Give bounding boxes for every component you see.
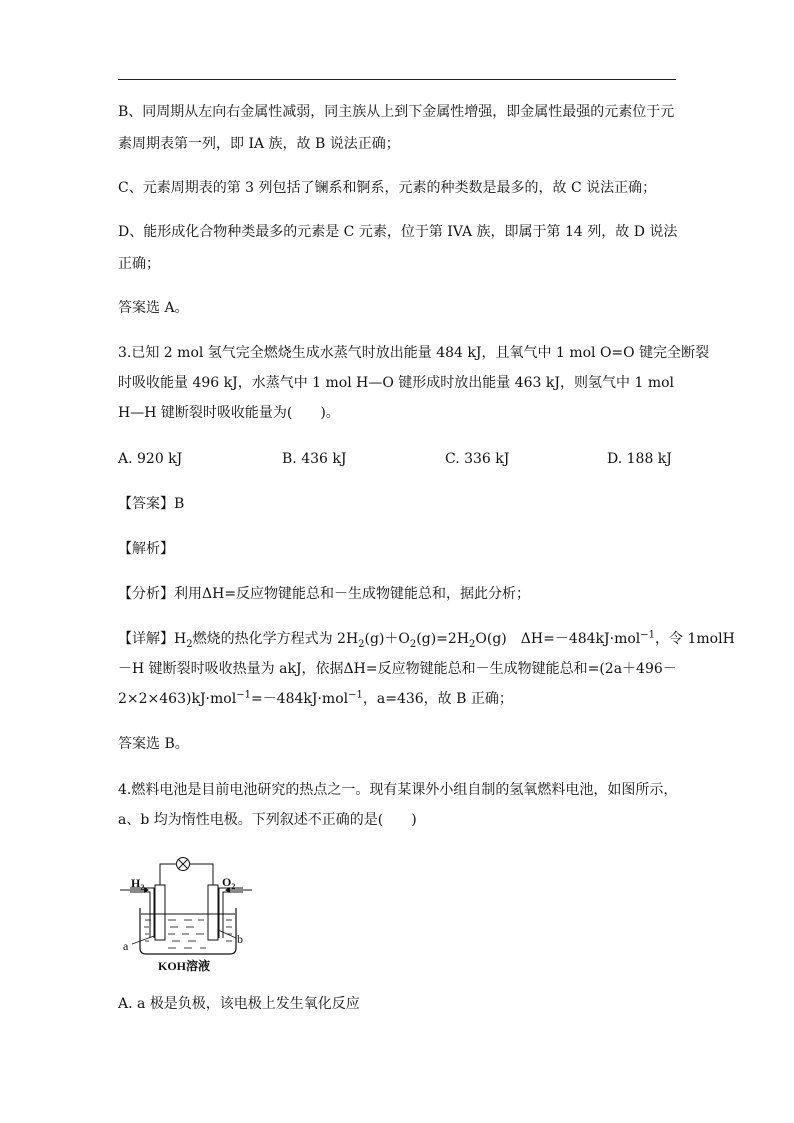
fuel-cell-diagram xyxy=(118,850,253,975)
h2-label: $H_2$ xyxy=(131,876,145,892)
electrode-b-label: b xyxy=(237,932,243,946)
lamp-icon xyxy=(177,858,190,871)
electrode-a-label: a xyxy=(123,939,129,953)
q3-xiangjie-line3: 2×2×463)kJ·mol$^{-1}$=－484kJ·mol$^{-1}$，a=436，故 B 正确； xyxy=(118,689,513,707)
h2-tube xyxy=(130,885,165,940)
q3-fenxi: 【分析】利用ΔH=反应物键能总和－生成物键能总和，据此分析； xyxy=(118,586,531,602)
q4-option-a: A. a 极是负极，该电极上发生氧化反应 xyxy=(118,996,360,1012)
q4-question-line2: a、b 均为惰性电极。下列叙述不正确的是( ) xyxy=(118,812,417,828)
q3-option-a: A. 920 kJ xyxy=(118,451,183,467)
q2-option-c-explanation: C、元素周期表的第 3 列包括了镧系和锕系，元素的种类数是最多的，故 C 说法正确； xyxy=(118,180,657,196)
q3-option-b: B. 436 kJ xyxy=(282,451,347,467)
electrode-b-pointer xyxy=(218,930,236,938)
q3-option-d: D. 188 kJ xyxy=(607,451,672,467)
q3-xiangjie-line2: －H 键断裂时吸收热量为 akJ，依据ΔH=反应物键能总和－生成物键能总和=(2a＋496－ xyxy=(118,661,677,677)
koh-solution-label: KOH溶液 xyxy=(158,959,211,973)
header-rule xyxy=(118,79,676,80)
q3-question-line2: 时吸收能量 496 kJ，水蒸气中 1 mol H—O 键形成时放出能量 463 kJ，则氢气中 1 mol xyxy=(118,375,674,391)
q3-analysis-label: 【解析】 xyxy=(118,541,174,557)
q2-answer: 答案选 A。 xyxy=(118,300,189,316)
q3-xiangjie-line1: 【详解】$H_2$燃烧的热化学方程式为 $2H_2(g)+O_2(g)=2H_2O(g)$ ΔH=－484kJ·mol$^{-1}$，令 1molH xyxy=(118,629,735,650)
q3-answer: 答案选 B。 xyxy=(118,736,189,752)
q3-question-line3: H—H 键断裂时吸收能量为( )。 xyxy=(118,405,340,421)
q3-option-c: C. 336 kJ xyxy=(445,451,510,467)
q2-option-d-explanation: D、能形成化合物种类最多的元素是 C 元素，位于第 IVA 族，即属于第 14 列，故 D 说法正确； xyxy=(118,224,678,272)
q2-option-b-explanation: B、同周期从左向右金属性减弱，同主族从上到下金属性增强，即金属性最强的元素位于元素周期表第一列，即 IA 族，故 B 说法正确； xyxy=(118,104,675,152)
q3-answer-label: 【答案】B xyxy=(118,496,185,512)
electrode-a-pointer xyxy=(132,936,154,944)
o2-label: $O_2$ xyxy=(222,875,236,891)
q4-question-line1: 4.燃料电池是目前电池研究的热点之一。现有某课外小组自制的氢氧燃料电池，如图所示， xyxy=(118,782,678,798)
q3-question-line1: 3.已知 2 mol 氢气完全燃烧生成水蒸气时放出能量 484 kJ，且氧气中 1 mol O=O 键完全断裂 xyxy=(118,345,710,361)
